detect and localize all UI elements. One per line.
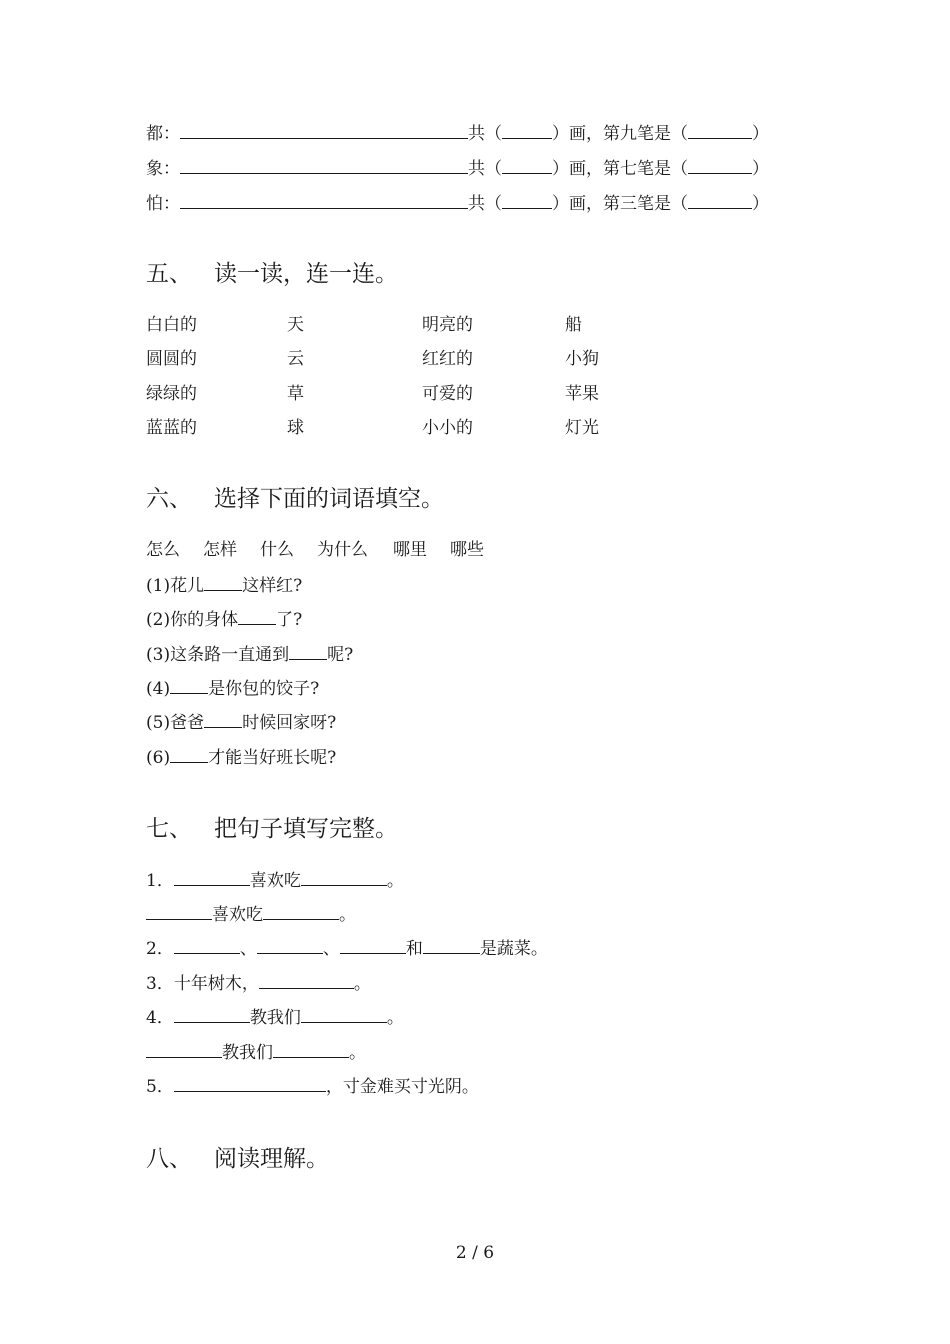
word-option: 为什么: [317, 540, 368, 560]
stroke-row: [146, 193, 769, 214]
fill-item: (1)花儿 这样红?: [146, 576, 303, 596]
stroke-order-blank[interactable]: [180, 193, 468, 209]
match-item[interactable]: 苹果: [565, 384, 599, 404]
answer-blank[interactable]: [273, 1042, 349, 1058]
match-item[interactable]: 圆圆的: [146, 349, 197, 369]
match-item[interactable]: 蓝蓝的: [146, 418, 197, 438]
word-option: 哪些: [450, 540, 484, 560]
section-title: 阅读理解。: [214, 1146, 329, 1172]
stroke-row: [146, 123, 769, 144]
section-heading: [146, 485, 444, 513]
answer-blank[interactable]: [170, 678, 208, 694]
answer-blank[interactable]: [146, 904, 212, 920]
sentence-item: 喜欢吃 。: [146, 904, 356, 925]
sentence-item: 5． ，寸金难买寸光阴。: [146, 1077, 479, 1097]
match-item[interactable]: 球: [287, 418, 304, 438]
answer-blank[interactable]: [174, 938, 240, 954]
answer-blank[interactable]: [423, 938, 480, 954]
answer-blank[interactable]: [174, 870, 250, 886]
answer-blank[interactable]: [204, 712, 242, 728]
sentence-item: 教我们 。: [146, 1042, 366, 1063]
answer-blank[interactable]: [174, 1076, 326, 1092]
match-item[interactable]: 明亮的: [422, 315, 473, 335]
answer-blank[interactable]: [170, 747, 208, 763]
match-item[interactable]: 云: [287, 349, 304, 369]
section-number: 五、: [146, 261, 192, 287]
match-item[interactable]: 天: [287, 315, 304, 335]
section-title: 选择下面的词语填空。: [214, 486, 444, 512]
word-option: 怎么: [146, 540, 180, 560]
word-option: 怎样: [203, 540, 237, 560]
stroke-order-blank[interactable]: [180, 123, 468, 139]
target-character: 怕：: [146, 194, 180, 214]
section-number: 八、: [146, 1146, 192, 1172]
closing-paren: ）: [752, 124, 769, 144]
match-item[interactable]: 白白的: [146, 315, 197, 335]
match-item[interactable]: 灯光: [565, 418, 599, 438]
fill-item: (4) 是你包的饺子?: [146, 679, 320, 699]
match-item[interactable]: 小狗: [565, 349, 599, 369]
target-character: 象：: [146, 159, 180, 179]
answer-blank[interactable]: [204, 575, 242, 591]
answer-blank[interactable]: [257, 938, 323, 954]
section-title: 读一读，连一连。: [214, 261, 398, 287]
stroke-order-blank[interactable]: [180, 158, 468, 174]
stroke-name-blank[interactable]: [688, 123, 752, 139]
stroke-name-blank[interactable]: [688, 158, 752, 174]
section-heading: [146, 815, 398, 843]
stroke-row: [146, 158, 769, 179]
stroke-count-label: 共（: [468, 159, 502, 179]
fill-item: (5)爸爸 时候回家呀?: [146, 713, 337, 733]
match-item[interactable]: 绿绿的: [146, 384, 197, 404]
answer-blank[interactable]: [146, 1042, 222, 1058]
section-heading: [146, 1145, 329, 1173]
stroke-count-blank[interactable]: [502, 158, 552, 174]
match-item[interactable]: 船: [565, 315, 582, 335]
match-item[interactable]: 红红的: [422, 349, 473, 369]
answer-blank[interactable]: [238, 609, 276, 625]
answer-blank[interactable]: [174, 1007, 250, 1023]
sentence-item: 2． 、 、 和 是蔬菜。: [146, 939, 548, 959]
stroke-name-blank[interactable]: [688, 193, 752, 209]
section-title: 把句子填写完整。: [214, 816, 398, 842]
answer-blank[interactable]: [289, 644, 327, 660]
sentence-item: 4． 教我们 。: [146, 1008, 404, 1028]
target-character: 都：: [146, 124, 180, 144]
fill-item: (3)这条路一直通到 呢?: [146, 645, 354, 665]
sentence-item: 1． 喜欢吃 。: [146, 871, 404, 891]
stroke-count-label: 共（: [468, 194, 502, 214]
match-item[interactable]: 小小的: [422, 418, 473, 438]
sentence-item: 3．十年树木， 。: [146, 974, 371, 994]
stroke-count-blank[interactable]: [502, 123, 552, 139]
answer-blank[interactable]: [340, 938, 406, 954]
word-option: 什么: [260, 540, 294, 560]
match-item[interactable]: 草: [287, 384, 304, 404]
stroke-position-label: ）画，第三笔是（: [552, 194, 688, 214]
section-heading: [146, 260, 398, 288]
stroke-count-label: 共（: [468, 124, 502, 144]
section-number: 六、: [146, 486, 192, 512]
fill-item: (6) 才能当好班长呢?: [146, 748, 337, 768]
answer-blank[interactable]: [301, 1007, 387, 1023]
answer-blank[interactable]: [259, 973, 354, 989]
stroke-position-label: ）画，第七笔是（: [552, 159, 688, 179]
match-item[interactable]: 可爱的: [422, 384, 473, 404]
answer-blank[interactable]: [263, 904, 339, 920]
stroke-count-blank[interactable]: [502, 193, 552, 209]
page-indicator: 2 / 6: [455, 1243, 495, 1263]
closing-paren: ）: [752, 194, 769, 214]
answer-blank[interactable]: [301, 870, 387, 886]
section-number: 七、: [146, 816, 192, 842]
word-option: 哪里: [393, 540, 427, 560]
fill-item: (2)你的身体 了?: [146, 610, 303, 630]
stroke-position-label: ）画，第九笔是（: [552, 124, 688, 144]
closing-paren: ）: [752, 159, 769, 179]
